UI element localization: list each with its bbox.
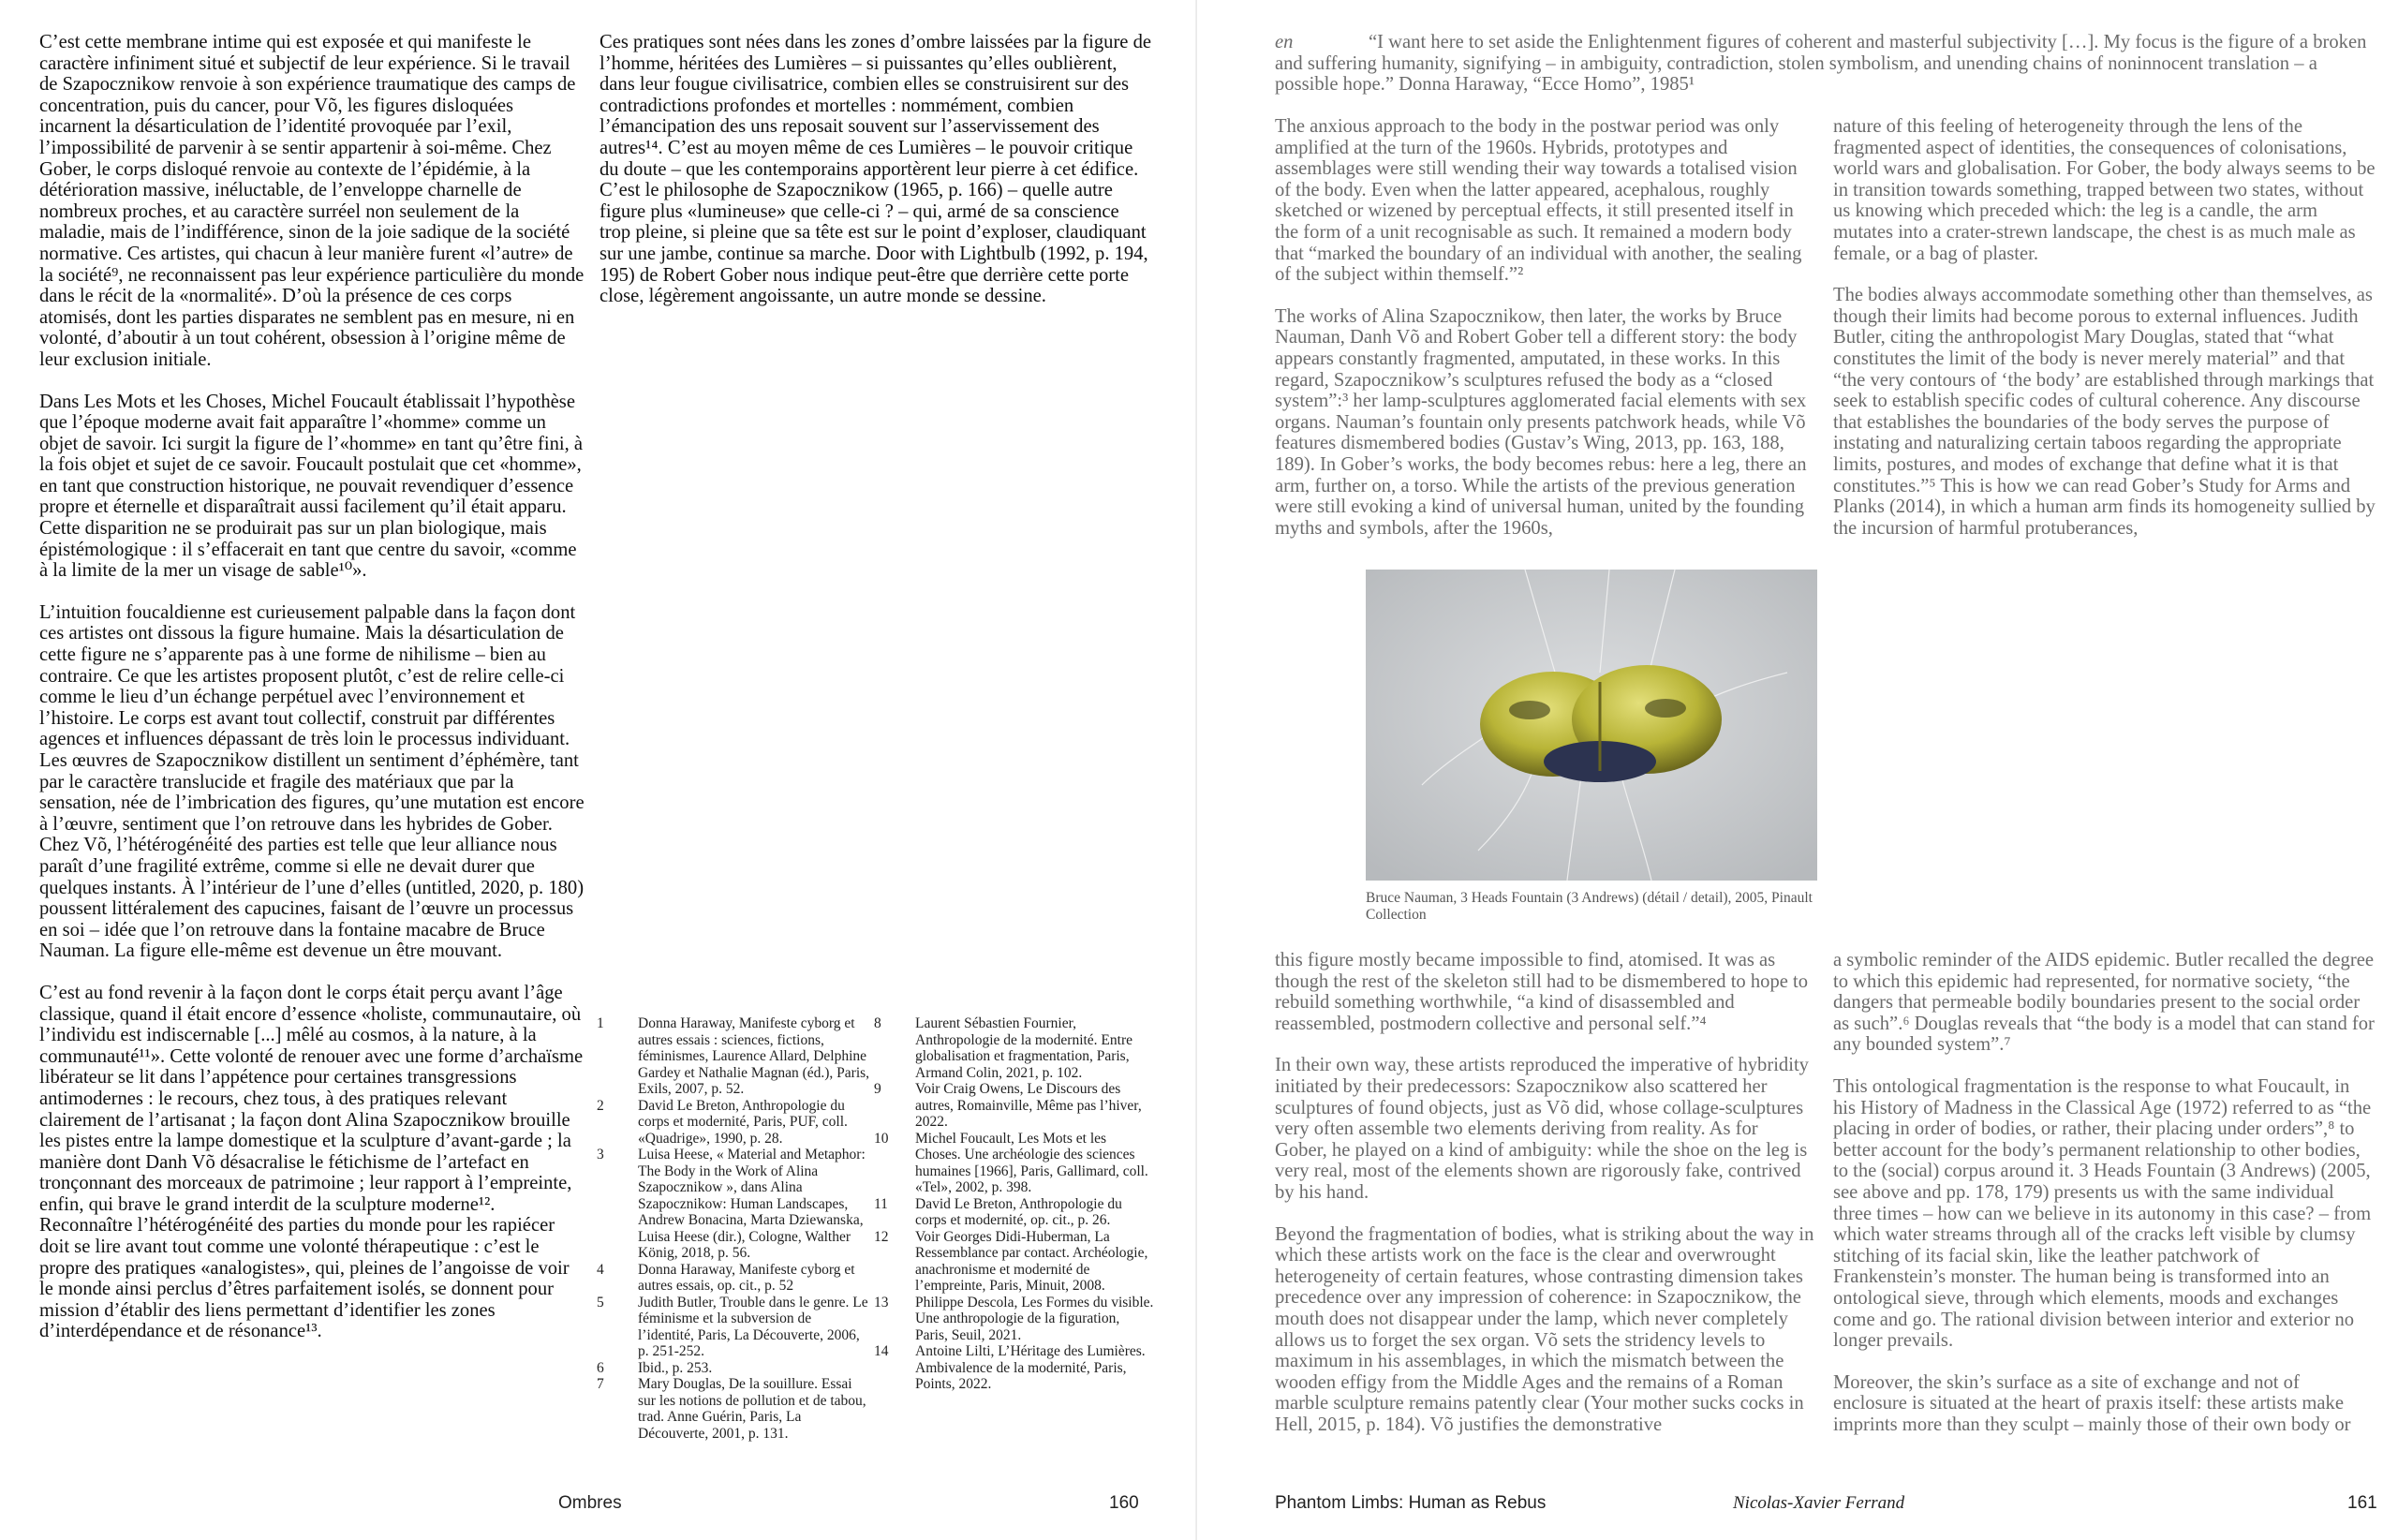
paragraph: Beyond the fragmentation of bodies, what is striking about the way in which these artists work on the face is the clear and overwrought heterogeneity of certain features, whose contrasting dimension takes precedence over any impression of coherence: in Szapocznikow, the mouth does not disappear under the lamp, which never completely allows us to forget the sex organ. Võ sets the stridency levels to maximum in his assemblages, in which the mismatch between the wooden effigy from the Middle Ages and the remains of a Roman marble sculpture remains patently clear (Your mother sucks cocks in Hell, 2015, p. 184). Võ justifies the demonstrative [1275,1223,1814,1435]
footnote: 5 Judith Butler, Trouble dans le genre. Le féminisme et la subversion de l’identité, Paris, La Découverte, 2006, p. 251-252. [597,1294,868,1359]
footnote: 6 Ibid., p. 253. [597,1359,713,1376]
footnote: 14 Antoine Lilti, L’Héritage des Lumières. Ambivalence de la modernité, Paris, Points, 2022. [874,1343,1146,1392]
right-column-2-bottom [1833,950,2376,1435]
footnote: 2 David Le Breton, Anthropologie du corps et modernité, Paris, PUF, coll. «Quadrige», 1990, p. 28. [597,1097,848,1147]
footnotes-column-a [597,1015,870,1442]
paragraph: Ces pratiques sont nées dans les zones d’ombre laissées par la figure de l’homme, héritées des Lumières – si puissantes qu’elles oublièrent, dans leur fougue civilisatrice, combien elles se construisirent sur des contradictions profondes et mortelles : nommément, combien l’émancipation des uns reposait souvent sur l’asservissement des autres¹⁴. C’est au moyen même de ces Lumières – le pouvoir critique du doute – que les contemporains apportèrent leur pierre à cet édifice. C’est le philosophe de Szapocznikow (1965, p. 166) – quelle autre figure plus «lumineuse» que celle-ci ? – qui, armé de sa conscience trop pleine, si pleine que sa tête est sur le point d’exploser, claudiquant sur une jambe, continue sa marche. Door with Lightbulb (1992, p. 194, 195) de Robert Gober nous indique peut-être que derrière cette porte close, légèrement angoissante, un autre monde se dessine. [600,32,1152,307]
page-number: 160 [1109,1493,1139,1513]
paragraph: this figure mostly became impossible to find, atomised. It was as though the rest of the skeleton still had to be dismembered to hope to rebuild something worthwhile, “a kind of disassembled and reassembled, postmodern collective and personal self.”⁴ [1275,950,1809,1034]
paragraph: The bodies always accommodate something other than themselves, as though their limits had become porous to external influences. Judith Butler, citing the anthropologist Mary Douglas, stated that “what constitutes the limit of the body is never merely material” and that “the very contours of ‘the body’ are established through markings that seek to establish specific codes of cultural coherence. Any discourse that establishes the boundaries of the body serves the purpose of instating and naturalizing certain taboos regarding the appropriate limits, postures, and modes of exchange that define what it is that constitutes.”⁵ This is how we can read Gober’s Study for Arms and Planks (2014), in which a human arm finds its homogeneity sullied by the incursion of harmful protuberances, [1833,285,2376,539]
footnote: 13 Philippe Descola, Les Formes du visible. Une anthropologie de la figuration, Paris, Seuil, 2021. [874,1294,1154,1343]
footnote: 7 Mary Douglas, De la souillure. Essai sur les notions de pollution et de tabou, trad. Anne Guérin, Paris, La Découverte, 2001, p. 131. [597,1376,866,1442]
running-title: Phantom Limbs: Human as Rebus [1275,1493,1547,1513]
left-page [0,0,1197,1540]
paragraph: This ontological fragmentation is the response to what Foucault, in his History of Madness in the Classical Age (1972) referred to as “the placing in order of bodies, or rather, their placing under orders”,⁸ to better account for the body’s permanent relationship to other bodies, to the (social) corpus around it. 3 Heads Fountain (3 Andrews) (2005, see above and pp. 178, 179) presents us with the same individual three times – how can we believe in its autonomy in this case? – from which water streams through all of the cracks left visible by clumsy stitching of its facial skin, like the leather patchwork of Frankenstein’s monster. The human being is transformed into an ontological sieve, through which elements, moods and exchanges come and go. The rational division between interior and exterior no longer prevails. [1833,1075,2372,1352]
footnote: 4 Donna Haraway, Manifeste cyborg et autres essais, op. cit., p. 52 [597,1261,855,1294]
right-column-1-bottom [1275,950,1814,1435]
epigraph [1275,32,2371,96]
paragraph: The works of Alina Szapocznikow, then later, the works by Bruce Nauman, Danh Võ and Robert Gober tell a different story: the body appears constantly fragmented, amputated, in these works. In this regard, Szapocznikow’s sculptures refused the body as a “closed system”:³ her lamp-sculptures agglomerated facial elements with sex organs. Nauman’s fountain only presents patchwork heads, while Võ features dismembered bodies (Gustav’s Wing, 2013, pp. 163, 188, 189). In Gober’s works, the body becomes rebus: here a leg, there an arm, further on, a torso. While the artists of the previous generation were still evoking a kind of universal human, united by the founding myths and symbols, after the 1960s, [1275,305,1807,539]
footnote: 9 Voir Craig Owens, Le Discours des autres, Romainville, Même pas l’hiver, 2022. [874,1081,1142,1130]
artwork-photo [1366,570,1817,881]
footnote: 8 Laurent Sébastien Fournier, Anthropologie de la modernité. Entre globalisation et fragmentation, Paris, Armand Colin, 2021, p. 102. [874,1015,1133,1081]
section-folio: Ombres [558,1493,622,1513]
paragraph: L’intuition foucaldienne est curieusement palpable dans la façon dont ces artistes ont dissous la figure humaine. Mais la désarticulation de cette figure ne s’apparente pas à une forme de nihilisme – bien au contraire. Ce que les artistes proposent plutôt, c’est de relire celle-ci comme le lieu d’un échange perpétuel avec l’environnement et l’histoire. Le corps est avant tout collectif, construit par différentes agences et influences dépassant de très loin le processus individuant. Les œuvres de Szapocznikow distillent un sentiment d’éphémère, tant par le caractère translucide et fragile des matériaux que par la sensation, née de l’imbrication des figures, qu’une mutation est encore à l’œuvre, sentiment que l’on retrouve dans les hybrides de Gober. Chez Võ, l’hétérogénéité des parties est telle que leur alliance nous paraît d’une fragilité extrême, comme si elle ne devait durer que quelques instants. À l’intérieur de l’une d’elles (untitled, 2020, p. 180) poussent littéralement des capucines, faisant de l’œuvre un processus en soi – idée que l’on retrouve dans la fontaine macabre de Bruce Nauman. La figure elle-même est devenue un être mouvant. [39,601,585,962]
footnotes-column-b [874,1015,1155,1393]
left-column-1 [39,32,585,1342]
footnote: 1 Donna Haraway, Manifeste cyborg et autres essais : sciences, fictions, féminismes, Laurence Allard, Delphine Gardey et Nathalie Magnan (éd.), Paris, Exils, 2007, p. 52. [597,1015,870,1097]
page-number: 161 [2347,1493,2377,1513]
footnote: 11 David Le Breton, Anthropologie du corps et modernité, op. cit., p. 26. [874,1195,1122,1228]
paragraph: C’est cette membrane intime qui est exposée et qui manifeste le caractère infiniment situé et subjectif de leur expérience. Si le travail de Szapocznikow renvoie à son expérience traumatique des camps de concentration, puis du cancer, pour Võ, les figures disloquées incarnent la désarticulation de l’identité provoquée par l’exil, l’impossibilité de parvenir à se sentir appartenir à soi-même. Chez Gober, le corps disloqué renvoie au contexte de l’épidémie, à la détérioration massive, inéluctable, de l’enveloppe charnelle de nombreux proches, et au caractère surréel non seulement de la maladie, mais de l’indifférence, sinon de la joie sadique de la société normative. Ces artistes, qui chacun à leur manière furent «l’autre» de la société⁹, ne reconnaissent pas leur expérience particulière du monde dans le récit de la «normalité». D’où la présence de ces corps atomisés, dont les parties disparates ne semblent pas en mesure, ni en volonté, d’aboutir à un tout cohérent, obsession à l’origine même de leur exclusion initiale. [39,32,585,370]
paragraph: Dans Les Mots et les Choses, Michel Foucault établissait l’hypothèse que l’époque moderne avait fait apparaître l’«homme» comme un objet de savoir. Ici surgit la figure de l’«homme» en tant qu’être fini, à la fois objet et sujet de ce savoir. Foucault postulait que cet «homme», en tant que construction historique, ne pouvait revendiquer d’essence propre et éternelle et disparaîtrait aussi facilement qu’il était apparu. Cette disparition ne se produirait pas sur un plan biologique, mais épistémologique : il s’effacerait en tant que centre du savoir, «comme à la limite de la mer un visage de sable¹⁰». [39,391,584,582]
footnote: 3 Luisa Heese, « Material and Metaphor: The Body in the Work of Alina Szapocznikow », dans Alina Szapocznikow: Human Landscapes, Andrew Bonacina, Marta Dziewanska, Luisa Heese (dir.), Cologne, Walther König, 2018, p. 56. [597,1147,866,1261]
language-tag: en [1275,32,1294,52]
paragraph: C’est au fond revenir à la façon dont le corps était perçu avant l’âge classique, quand il était encore d’essence «holiste, communautaire, où l’individu est indiscernable [...] mêlé au cosmos, à la nature, à la communauté¹¹». Cette volonté de renouer avec une forme d’archaïsme libérateur se lit dans l’appétence pour certaines transgressions antimodernes : le recours, chez tous, à des pratiques relevant clairement de l’artisanat ; la façon dont Alina Szapocznikow brouille les pistes entre la lampe domestique et la sculpture d’avant-garde ; la manière dont Danh Võ désacralise le fétichisme de l’artefact en tronçonnant des morceaux de patrimoine ; leur rapport à l’empreinte, enfin, qui brave le grand interdit de la sculpture moderne¹². Reconnaître l’hétérogénéité des parties du monde pour les rapiécer doit se lire avant tout comme une volonté thérapeutique : c’est le propre des pratiques «analogistes», qui, pleines de l’angoisse de voir le monde ainsi perclus d’êtres parfaitement isolés, se donnent pour mission d’établir des liens permettant d’identifier les zones d’interdépendance et de résonance¹³. [39,982,584,1342]
left-column-2 [600,32,1152,307]
right-column-1-top [1275,116,1814,539]
running-author: Nicolas-Xavier Ferrand [1733,1493,1905,1513]
paragraph: a symbolic reminder of the AIDS epidemic. Butler recalled the degree to which this epidemic had represented, for normative society, “the dangers that permeable bodily boundaries present to the social order as such”.⁶ Douglas reveals that “the body is a model that can stand for any bounded system”.⁷ [1833,950,2375,1056]
footnote: 10 Michel Foucault, Les Mots et les Choses. Une archéologie des sciences humaines [1966], Paris, Gallimard, coll. «Tel», 2002, p. 398. [874,1130,1148,1195]
figure-caption: Bruce Nauman, 3 Heads Fountain (3 Andrews) (détail / detail), 2005, Pinault Collection [1366,890,1813,923]
footnote: 12 Voir Georges Didi-Huberman, La Ressemblance par contact. Archéologie, anachronisme et modernité de l’empreinte, Paris, Minuit, 2008. [874,1228,1148,1294]
epigraph-text: “I want here to set aside the Enlightenment figures of coherent and masterful subjectivity […]. My focus is the figure of a broken and suffering humanity, signifying – in ambiguity, contradiction, stolen symbolism, and unending chains of noninnocent translation – a possible hope.” Donna Haraway, “Ecce Homo”, 1985¹ [1275,32,2367,96]
right-column-2-top [1833,116,2376,539]
paragraph: Moreover, the skin’s surface as a site of exchange and not of enclosure is situated at the heart of praxis itself: these artists make imprints more than they sculpt – mainly those of their own body or [1833,1371,2351,1435]
paragraph: In their own way, these artists reproduced the imperative of hybridity initiated by their predecessors: Szapocznikow also scattered her sculptures of found objects, just as Võ did, whose collage-sculptures very often assemble two elements deriving from reality. As for Gober, he played on a kind of ambiguity: while the shoe on the leg is very real, most of the elements shown are rigorously fake, contrived by his hand. [1275,1055,1809,1203]
paragraph: nature of this feeling of heterogeneity through the lens of the fragmented aspect of identities, the consequences of colonisations, world wars and globalisation. For Gober, the body always seems to be in transition towards something, trapped between two states, without us knowing which preceded which: the leg is a candle, the arm mutates into a crater-strewn landscape, the chest is as much male as female, or a bag of plaster. [1833,116,2376,264]
paragraph: The anxious approach to the body in the postwar period was only amplified at the turn of the 1960s. Hybrids, prototypes and assemblages were still wending their way towards a totalised vision of the body. Even when the latter appeared, acephalous, roughly sketched or wizened by perceptual effects, it still presented itself in the form of a unit recognisable as such. It remained a modern body that “marked the boundary of an individual with another, the sealing of the subject within themself.”² [1275,116,1802,286]
fountain-heads-image [1366,570,1817,881]
